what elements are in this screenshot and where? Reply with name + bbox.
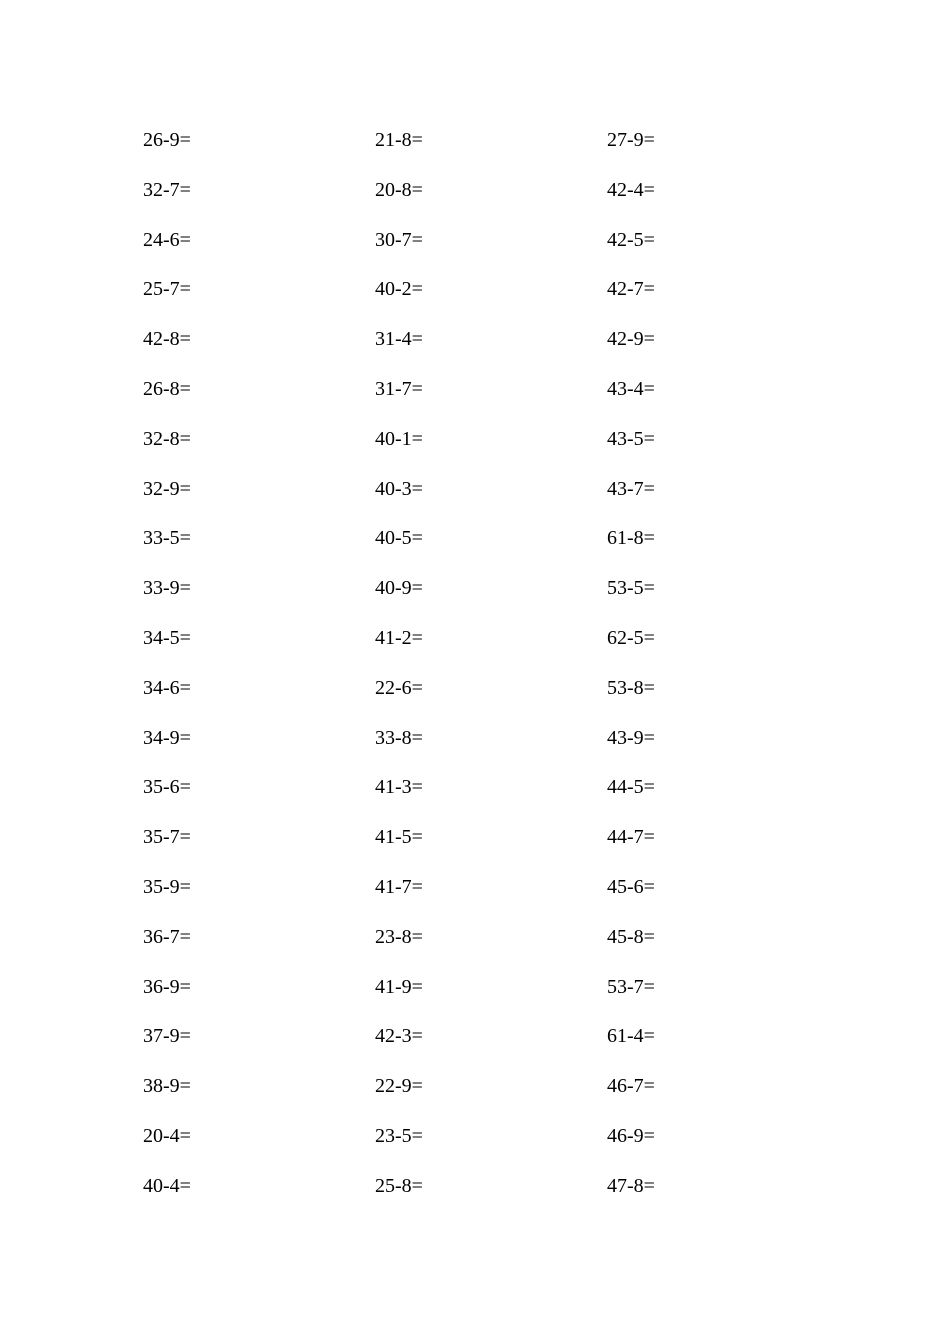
problem-cell: 36-9= — [143, 975, 191, 998]
problem-row — [143, 925, 843, 975]
problem-cell: 42-5= — [607, 228, 655, 251]
problem-cell: 26-8= — [143, 377, 191, 400]
problem-cell: 24-6= — [143, 228, 191, 251]
problem-cell: 42-4= — [607, 178, 655, 201]
problem-cell: 40-4= — [143, 1174, 191, 1197]
problem-cell: 43-7= — [607, 477, 655, 500]
problem-cell: 32-7= — [143, 178, 191, 201]
problem-cell: 61-4= — [607, 1025, 655, 1048]
problem-cell: 41-2= — [375, 626, 423, 649]
problem-row — [143, 825, 843, 875]
problem-row — [143, 726, 843, 776]
problem-cell: 46-7= — [607, 1075, 655, 1098]
problem-cell: 42-8= — [143, 328, 191, 351]
problem-cell: 45-8= — [607, 925, 655, 948]
problem-cell: 31-7= — [375, 377, 423, 400]
problem-cell: 35-7= — [143, 826, 191, 849]
problem-cell: 34-9= — [143, 726, 191, 749]
problem-cell: 37-9= — [143, 1025, 191, 1048]
problem-cell: 22-9= — [375, 1075, 423, 1098]
problem-row — [143, 427, 843, 477]
problem-row — [143, 178, 843, 228]
problem-cell: 27-9= — [607, 129, 655, 151]
problem-cell: 53-7= — [607, 975, 655, 998]
problem-cell: 62-5= — [607, 626, 655, 649]
subtraction-worksheet — [143, 128, 843, 1224]
problem-row — [143, 1024, 843, 1074]
problem-cell: 34-5= — [143, 626, 191, 649]
problem-cell: 47-8= — [607, 1174, 655, 1197]
problem-cell: 53-5= — [607, 577, 655, 600]
problem-row — [143, 1174, 843, 1224]
problem-cell: 40-1= — [375, 427, 423, 450]
problem-cell: 41-3= — [375, 776, 423, 799]
problem-cell: 42-9= — [607, 328, 655, 351]
problem-cell: 41-9= — [375, 975, 423, 998]
problem-row — [143, 526, 843, 576]
problem-cell: 44-5= — [607, 776, 655, 799]
problem-cell: 41-5= — [375, 826, 423, 849]
problem-row — [143, 1124, 843, 1174]
problem-cell: 61-8= — [607, 527, 655, 550]
problem-cell: 33-8= — [375, 726, 423, 749]
problem-cell: 20-8= — [375, 178, 423, 201]
problem-cell: 43-9= — [607, 726, 655, 749]
problem-cell: 25-7= — [143, 278, 191, 301]
problem-row — [143, 1074, 843, 1124]
problem-cell: 41-7= — [375, 875, 423, 898]
problem-row — [143, 875, 843, 925]
problem-cell: 35-6= — [143, 776, 191, 799]
problem-cell: 26-9= — [143, 129, 191, 151]
problem-cell: 32-8= — [143, 427, 191, 450]
problem-cell: 20-4= — [143, 1124, 191, 1147]
problem-row — [143, 975, 843, 1025]
problem-cell: 35-9= — [143, 875, 191, 898]
problem-cell: 53-8= — [607, 676, 655, 699]
problem-cell: 22-6= — [375, 676, 423, 699]
problem-cell: 32-9= — [143, 477, 191, 500]
problem-cell: 23-5= — [375, 1124, 423, 1147]
problem-row — [143, 377, 843, 427]
problem-cell: 33-5= — [143, 527, 191, 550]
problem-cell: 40-3= — [375, 477, 423, 500]
problem-cell: 40-2= — [375, 278, 423, 301]
problem-row — [143, 576, 843, 626]
problem-cell: 40-5= — [375, 527, 423, 550]
problem-cell: 36-7= — [143, 925, 191, 948]
problem-cell: 40-9= — [375, 577, 423, 600]
problem-cell: 45-6= — [607, 875, 655, 898]
problem-row — [143, 277, 843, 327]
problem-row — [143, 128, 843, 178]
problem-cell: 21-8= — [375, 129, 423, 151]
problem-cell: 34-6= — [143, 676, 191, 699]
problem-row — [143, 477, 843, 527]
problem-row — [143, 327, 843, 377]
problem-cell: 38-9= — [143, 1075, 191, 1098]
problem-cell: 30-7= — [375, 228, 423, 251]
problem-cell: 46-9= — [607, 1124, 655, 1147]
problem-cell: 42-7= — [607, 278, 655, 301]
problem-row — [143, 228, 843, 278]
problem-cell: 31-4= — [375, 328, 423, 351]
problem-cell: 43-4= — [607, 377, 655, 400]
problem-row — [143, 775, 843, 825]
problem-cell: 42-3= — [375, 1025, 423, 1048]
problem-cell: 33-9= — [143, 577, 191, 600]
problem-cell: 44-7= — [607, 826, 655, 849]
problem-cell: 23-8= — [375, 925, 423, 948]
problem-row — [143, 626, 843, 676]
problem-cell: 25-8= — [375, 1174, 423, 1197]
problem-cell: 43-5= — [607, 427, 655, 450]
problem-row — [143, 676, 843, 726]
